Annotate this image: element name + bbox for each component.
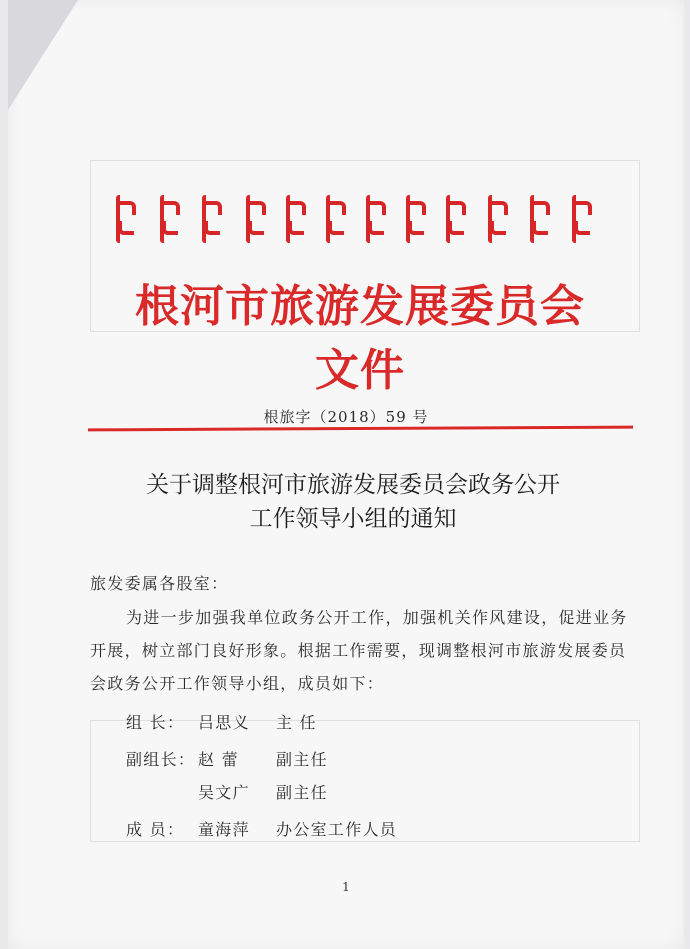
folded-corner: [8, 0, 78, 110]
member-role: 成 员：: [126, 820, 185, 839]
notice-title-line1: 关于调整根河市旅游发展委员会政务公开: [146, 472, 560, 498]
body-paragraph: 为进一步加强我单位政务公开工作，加强机关作风建设，促进业务开展，树立部门良好形象。根据工作需要，现调整根河市旅游发展委员会政务公开工作领导小组，成员如下：: [90, 608, 628, 693]
member-position: 主 任: [276, 713, 317, 732]
member-name: 吴文广: [198, 783, 250, 802]
salutation: 旅发委属各股室：: [90, 574, 229, 593]
member-position: 办公室工作人员: [276, 820, 398, 839]
member-name: 赵 蕾: [198, 750, 239, 769]
document-page: [8, 0, 684, 949]
document-number: 根旅字（2018）59 号: [263, 408, 429, 426]
member-position: 副主任: [276, 750, 328, 769]
member-row: [126, 710, 317, 733]
member-row: [198, 780, 328, 803]
notice-title-line2: 工作领导小组的通知: [249, 506, 457, 532]
member-row: [126, 747, 328, 770]
mongolian-title-graphic: [116, 195, 596, 247]
member-row: [126, 817, 397, 840]
page-number: 1: [342, 880, 350, 894]
member-name: 吕思义: [198, 713, 250, 732]
member-role: 组 长：: [126, 713, 185, 732]
member-role: 副组长：: [126, 750, 196, 769]
document-header-title: 根河市旅游发展委员会文件: [135, 281, 585, 396]
member-position: 副主任: [276, 783, 328, 802]
member-name: 童海萍: [198, 820, 250, 839]
